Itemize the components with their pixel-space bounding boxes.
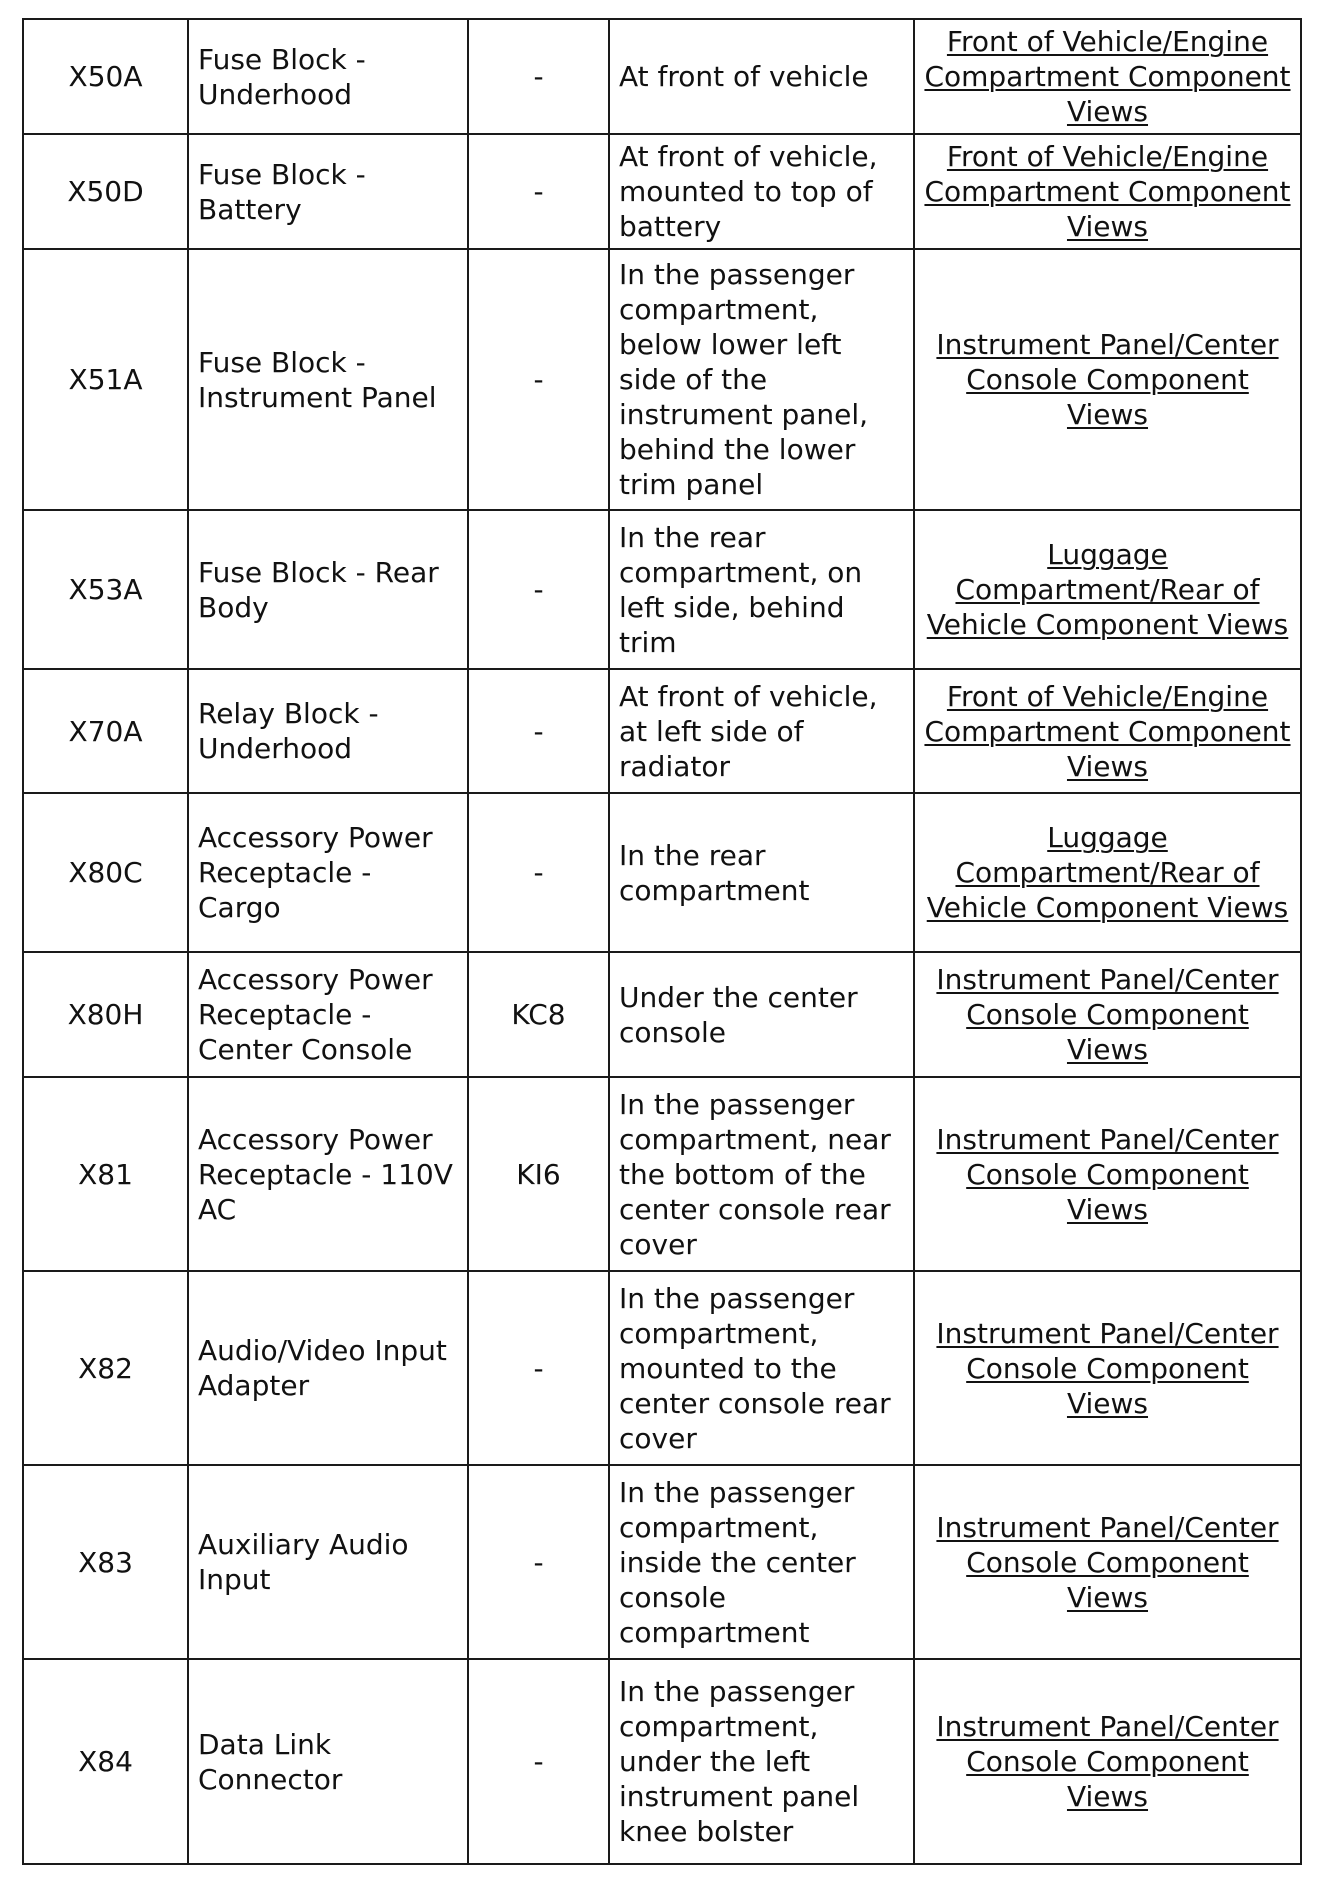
table-row bbox=[23, 793, 1301, 952]
table-row bbox=[23, 249, 1301, 510]
component-view-link[interactable]: Front of Vehicle/Engine Compartment Component Views bbox=[924, 679, 1291, 783]
option-code: - bbox=[468, 510, 609, 669]
component-name: Audio/Video Input Adapter bbox=[188, 1271, 468, 1465]
view-link-cell bbox=[914, 1465, 1301, 1659]
component-location: In the passenger compartment, mounted to the center console rear cover bbox=[609, 1271, 914, 1465]
view-link-cell bbox=[914, 1077, 1301, 1271]
component-location: In the passenger compartment, below lower left side of the instrument panel, behind the lower trim panel bbox=[609, 249, 914, 510]
view-link-cell bbox=[914, 669, 1301, 793]
option-code: KC8 bbox=[468, 952, 609, 1077]
component-location: Under the center console bbox=[609, 952, 914, 1077]
view-link-cell bbox=[914, 1659, 1301, 1864]
table-row bbox=[23, 669, 1301, 793]
component-location: At front of vehicle, mounted to top of battery bbox=[609, 134, 914, 249]
option-code: - bbox=[468, 1271, 609, 1465]
view-link-cell bbox=[914, 510, 1301, 669]
component-location: In the rear compartment, on left side, behind trim bbox=[609, 510, 914, 669]
table-row bbox=[23, 1271, 1301, 1465]
table-row bbox=[23, 19, 1301, 134]
component-location: In the passenger compartment, inside the center console compartment bbox=[609, 1465, 914, 1659]
component-name: Data Link Connector bbox=[188, 1659, 468, 1864]
view-link-cell bbox=[914, 249, 1301, 510]
component-id: X81 bbox=[23, 1077, 188, 1271]
table-row bbox=[23, 1077, 1301, 1271]
table-row bbox=[23, 510, 1301, 669]
option-code: - bbox=[468, 1659, 609, 1864]
component-locator-table bbox=[22, 18, 1302, 1865]
component-view-link[interactable]: Front of Vehicle/Engine Compartment Component Views bbox=[924, 25, 1291, 128]
view-link-cell bbox=[914, 952, 1301, 1077]
component-name: Fuse Block - Underhood bbox=[188, 19, 468, 134]
component-name: Relay Block - Underhood bbox=[188, 669, 468, 793]
component-id: X51A bbox=[23, 249, 188, 510]
component-view-link[interactable]: Instrument Panel/Center Console Component Views bbox=[936, 1510, 1279, 1614]
component-view-link[interactable]: Luggage Compartment/Rear of Vehicle Component Views bbox=[926, 538, 1289, 641]
component-id: X50D bbox=[23, 134, 188, 249]
component-id: X82 bbox=[23, 1271, 188, 1465]
table-row bbox=[23, 1465, 1301, 1659]
component-name: Fuse Block - Rear Body bbox=[188, 510, 468, 669]
component-name: Accessory Power Receptacle - Center Console bbox=[188, 952, 468, 1077]
component-name: Auxiliary Audio Input bbox=[188, 1465, 468, 1659]
component-location: At front of vehicle bbox=[609, 19, 914, 134]
option-code: KI6 bbox=[468, 1077, 609, 1271]
table-row bbox=[23, 134, 1301, 249]
component-id: X80C bbox=[23, 793, 188, 952]
table-row bbox=[23, 952, 1301, 1077]
view-link-cell bbox=[914, 793, 1301, 952]
table-row bbox=[23, 1659, 1301, 1864]
component-id: X84 bbox=[23, 1659, 188, 1864]
view-link-cell bbox=[914, 19, 1301, 134]
component-view-link[interactable]: Instrument Panel/Center Console Component Views bbox=[936, 1122, 1279, 1226]
component-view-link[interactable]: Instrument Panel/Center Console Component Views bbox=[936, 1710, 1279, 1813]
component-id: X50A bbox=[23, 19, 188, 134]
option-code: - bbox=[468, 134, 609, 249]
component-location: In the passenger compartment, near the bottom of the center console rear cover bbox=[609, 1077, 914, 1271]
component-id: X80H bbox=[23, 952, 188, 1077]
component-name: Accessory Power Receptacle - Cargo bbox=[188, 793, 468, 952]
component-location: In the rear compartment bbox=[609, 793, 914, 952]
component-name: Fuse Block - Battery bbox=[188, 134, 468, 249]
component-name: Accessory Power Receptacle - 110V AC bbox=[188, 1077, 468, 1271]
option-code: - bbox=[468, 1465, 609, 1659]
component-view-link[interactable]: Instrument Panel/Center Console Component Views bbox=[936, 963, 1279, 1066]
component-location: At front of vehicle, at left side of radiator bbox=[609, 669, 914, 793]
option-code: - bbox=[468, 793, 609, 952]
component-id: X83 bbox=[23, 1465, 188, 1659]
component-view-link[interactable]: Luggage Compartment/Rear of Vehicle Component Views bbox=[926, 821, 1289, 924]
component-id: X53A bbox=[23, 510, 188, 669]
component-view-link[interactable]: Front of Vehicle/Engine Compartment Component Views bbox=[924, 140, 1291, 243]
option-code: - bbox=[468, 19, 609, 134]
component-location: In the passenger compartment, under the left instrument panel knee bolster bbox=[609, 1659, 914, 1864]
option-code: - bbox=[468, 669, 609, 793]
component-name: Fuse Block - Instrument Panel bbox=[188, 249, 468, 510]
option-code: - bbox=[468, 249, 609, 510]
view-link-cell bbox=[914, 134, 1301, 249]
component-view-link[interactable]: Instrument Panel/Center Console Component Views bbox=[936, 328, 1279, 431]
component-id: X70A bbox=[23, 669, 188, 793]
component-view-link[interactable]: Instrument Panel/Center Console Component Views bbox=[936, 1316, 1279, 1420]
view-link-cell bbox=[914, 1271, 1301, 1465]
